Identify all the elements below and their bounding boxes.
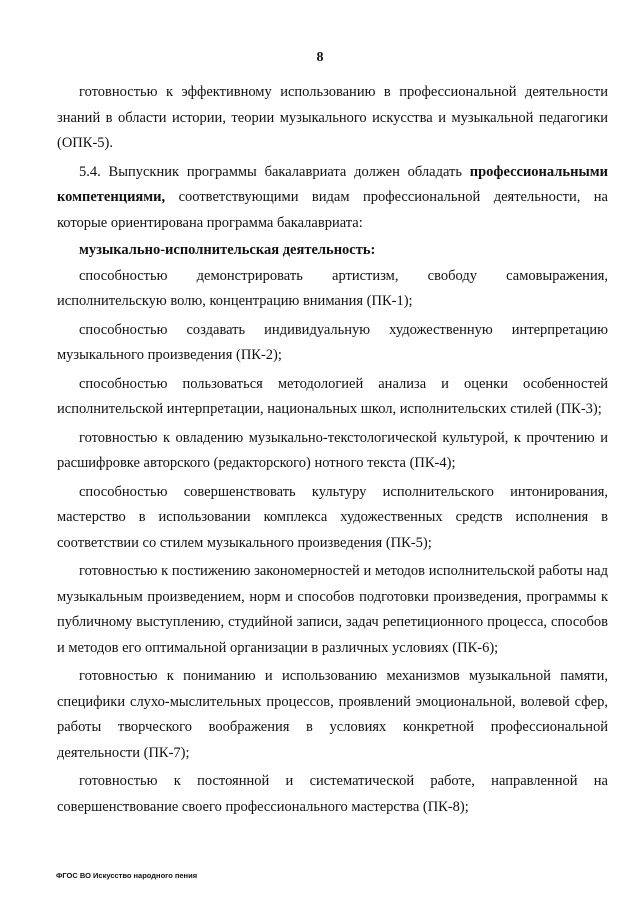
page-number: 8 (316, 50, 324, 65)
paragraph-5-4-bold-term: профессиональными компетенциями, (57, 163, 608, 205)
paragraph-opk5: готовностью к эффективному использованию в профессиональной деятельности знаний в области истории, теории музыкального искусства и музыкальной педагогики (ОПК-5). (57, 84, 608, 151)
paragraph-5-4-rest: соответствующими видам профессиональной деятельности, на которые ориентирована программа бакалавриата: (57, 189, 608, 231)
competency-pk5: способностью совершенствовать культуру исполнительского интонирования, мастерство в использовании комплекса художественных средств исполнения в соответствии со стилем музыкального произведения (ПК-5); (57, 483, 608, 551)
document-body (57, 80, 608, 820)
competency-pk2: способностью создавать индивидуальную художественную интерпретацию музыкального произведения (ПК-2); (57, 321, 608, 363)
section-heading: музыкально-исполнительская деятельность: (79, 242, 376, 258)
page-footer: ФГОС ВО Искусство народного пения (56, 871, 198, 880)
paragraph-5-4 (57, 160, 608, 237)
competency-pk3: способностью пользоваться методологией анализа и оценки особенностей исполнительской интерпретации, национальных школ, исполнительских стилей (ПК-3); (57, 375, 608, 417)
competency-pk4: готовностью к овладению музыкально-текстологической культурой, к прочтению и расшифровке авторского (редакторского) нотного текста (ПК-4); (57, 429, 608, 471)
competency-pk1: способностью демонстрировать артистизм, свободу самовыражения, исполнительскую волю, концентрацию внимания (ПК-1); (57, 267, 608, 309)
paragraph-5-4-intro: 5.4. Выпускник программы бакалавриата должен обладать (79, 163, 470, 180)
competency-pk7: готовностью к пониманию и использованию механизмов музыкальной памяти, специфики слухо-мыслительных процессов, проявлений эмоциональной, волевой сфер, работы творческого воображения в условиях конкретной профессиональной деятельности (ПК-7); (57, 668, 608, 761)
competency-pk6: готовностью к постижению закономерностей и методов исполнительской работы над музыкальным произведением, норм и способов подготовки произведения, программы к публичному выступлению, студийной записи, задач репетиционного процесса, способов и методов его оптимальной организации в различных условиях (ПК-6); (57, 563, 608, 656)
competency-pk8: готовностью к постоянной и систематической работе, направленной на совершенствование своего профессионального мастерства (ПК-8); (57, 773, 608, 815)
